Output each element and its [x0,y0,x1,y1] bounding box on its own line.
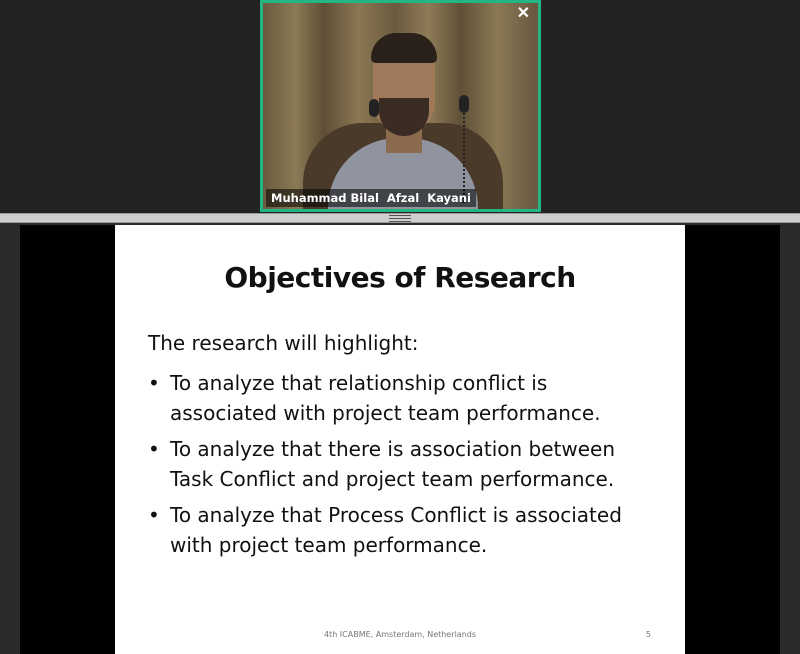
bullet-line: To analyze that Process Conflict is associated [170,503,622,527]
bullet-dot-icon: • [148,503,160,527]
close-icon[interactable]: ✕ [516,5,530,22]
bullet-item [148,500,668,560]
participant-video-tile[interactable] [260,0,541,212]
bullet-line: To analyze that relationship conflict is [170,371,548,395]
participant-name-label: Muhammad Bilal Afzal Kayani [266,189,476,207]
presentation-slide [115,225,685,654]
bullet-line: Task Conflict and project team performance. [170,467,615,491]
slide-page-number: 5 [645,630,651,639]
slide-footer: 4th ICABME, Amsterdam, Netherlands [323,630,477,639]
bullet-list [148,368,668,566]
bullet-dot-icon: • [148,437,160,461]
shared-screen [20,225,780,654]
bullet-line: with project team performance. [170,533,488,557]
slide-title: Objectives of Research [224,261,576,294]
screen-share-area [0,223,800,654]
bullet-dot-icon: • [148,371,160,395]
bullet-item [148,434,668,494]
bullet-item [148,368,668,428]
video-strip [0,0,800,213]
headset-left-icon [369,99,379,117]
participant-hair [371,33,437,63]
bullet-line: associated with project team performance. [170,401,601,425]
drag-handle-icon[interactable] [389,215,411,222]
panel-resize-divider[interactable] [0,213,800,223]
bullet-line: To analyze that there is association between [170,437,616,461]
headset-right-icon [459,95,469,113]
slide-intro: The research will highlight: [148,331,419,355]
